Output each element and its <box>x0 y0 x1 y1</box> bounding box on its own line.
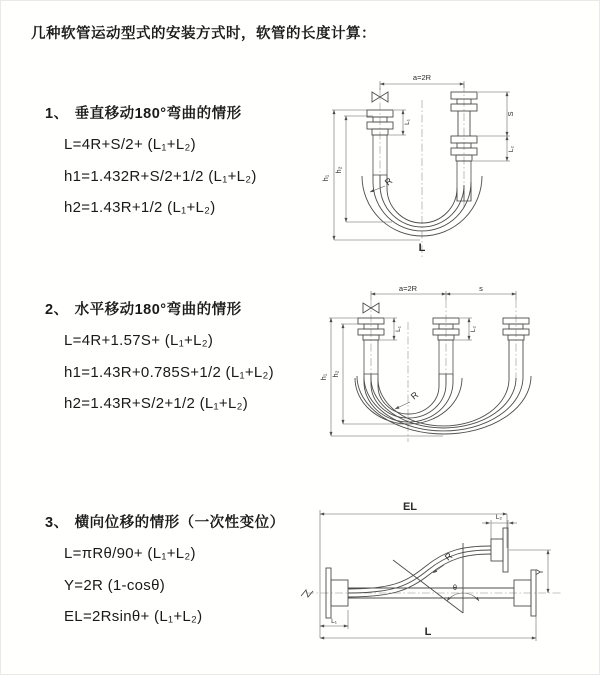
section-number: 1、 <box>45 106 69 122</box>
section-vertical-180 <box>45 99 257 224</box>
label-y: Y <box>535 568 545 576</box>
label-theta: θ <box>452 583 458 592</box>
break-mark <box>301 590 313 597</box>
label-l1: L₁ <box>331 618 337 625</box>
dimension-lines <box>329 291 516 436</box>
label-l2: L₂ <box>508 145 515 153</box>
page-title: 几种软管运动型式的安装方式时，软管的长度计算： <box>31 26 376 42</box>
formula-line: h1=1.43R+0.785S+1/2 (L₁+L₂) <box>64 363 274 381</box>
section-number: 3、 <box>45 515 69 531</box>
label-radius: R <box>382 175 395 188</box>
valve-icon <box>363 303 371 313</box>
label-h1: h₁ <box>321 174 330 182</box>
label-radius: R <box>408 389 421 402</box>
formula-line: L=4R+1.57S+ (L₁+L₂) <box>64 332 214 349</box>
label-l2: L₂ <box>470 325 477 333</box>
hose-geometry <box>355 303 531 434</box>
label-s: s <box>479 284 483 293</box>
valve-icon <box>380 92 388 102</box>
label-a-2r: a=2R <box>412 73 432 82</box>
label-length: L <box>418 242 426 254</box>
angle-construction <box>393 543 463 613</box>
section-lateral-displacement <box>45 508 285 633</box>
label-l1: L₁ <box>395 326 402 332</box>
label-a-2r: a=2R <box>398 284 418 293</box>
label-length: L <box>424 626 432 638</box>
diagram-horizontal-180-bend <box>313 282 548 452</box>
section-heading: 垂直移动180°弯曲的情形 <box>74 106 242 122</box>
diagram-lateral-displacement <box>298 498 568 648</box>
formula-line: L=πRθ/90+ (L₁+L₂) <box>64 545 196 562</box>
label-h2: h₂ <box>331 370 340 378</box>
label-l2: L₂ <box>495 514 503 521</box>
label-radius: R <box>442 550 455 563</box>
centerlines <box>371 300 516 442</box>
valve-icon <box>371 303 379 313</box>
formula-line: h2=1.43R+1/2 (L₁+L₂) <box>64 199 216 216</box>
formula-line: h1=1.432R+S/2+1/2 (L₁+L₂) <box>64 167 257 185</box>
diagram-vertical-180-bend <box>312 70 542 260</box>
label-h2: h₂ <box>334 166 343 174</box>
label-s: S <box>506 111 515 117</box>
label-l1: L₁ <box>404 119 411 125</box>
hose-geometry <box>301 528 536 618</box>
formula-line: L=4R+S/2+ (L₁+L₂) <box>64 136 196 153</box>
formula-line: Y=2R (1-cosθ) <box>64 576 166 594</box>
valve-icon <box>372 92 380 102</box>
section-heading: 水平移动180°弯曲的情形 <box>74 302 242 318</box>
dimension-lines <box>320 510 551 641</box>
dimension-lines <box>332 81 510 240</box>
label-el: EL <box>402 501 418 513</box>
section-number: 2、 <box>45 302 69 318</box>
label-h1: h₁ <box>319 373 328 381</box>
section-horizontal-180 <box>45 295 274 420</box>
section-heading: 横向位移的情形（一次性变位） <box>74 515 285 531</box>
formula-line: EL=2Rsinθ+ (L₁+L₂) <box>64 608 203 625</box>
formula-line: h2=1.43R+S/2+1/2 (L₁+L₂) <box>64 395 249 412</box>
